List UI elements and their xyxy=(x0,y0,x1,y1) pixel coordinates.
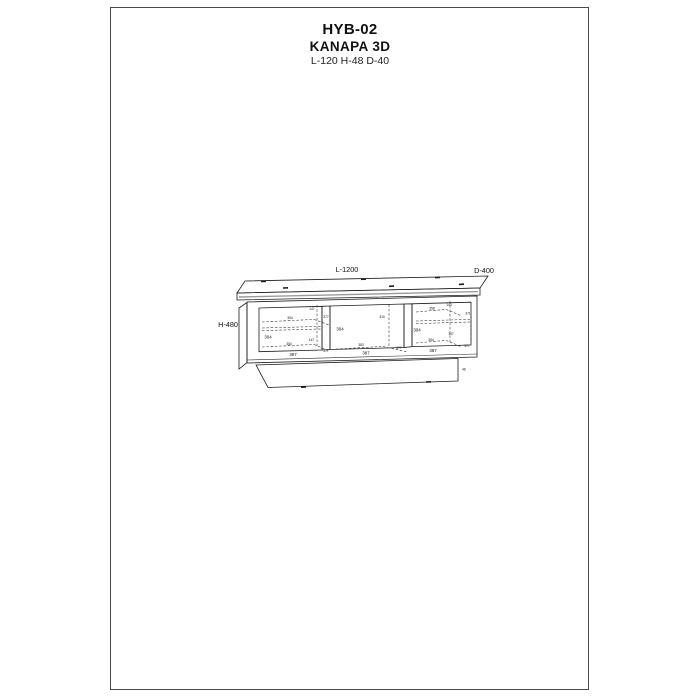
cabinet-body xyxy=(239,296,477,369)
dim-width: 387 xyxy=(429,348,437,353)
left-side-panel xyxy=(239,303,247,370)
product-dimensions: L-120 H-48 D-40 xyxy=(310,55,390,67)
dim-side-mid: 147 xyxy=(448,332,454,336)
dim-depth-label: D-400 xyxy=(474,266,494,275)
model-code: HYB-02 xyxy=(322,21,378,38)
dim-diag-bottom: 377 xyxy=(464,344,470,348)
dim-depth-top: 358 xyxy=(429,306,435,311)
dim-diag-top: 377 xyxy=(323,315,329,319)
dim-height: 304 xyxy=(336,326,344,332)
dim-side-top: 143 xyxy=(446,303,452,307)
opening-right xyxy=(412,302,471,346)
dim-diag-bottom: 377 xyxy=(396,346,402,350)
dim-height: 304 xyxy=(264,334,272,340)
dim-width: 387 xyxy=(362,350,370,356)
divider-1 xyxy=(322,306,330,350)
dim-side-top: 147 xyxy=(309,307,315,311)
dim-diag-bottom: 377 xyxy=(323,349,329,353)
dim-depth-top: 354 xyxy=(287,316,293,320)
dim-depth-bottom: 354 xyxy=(428,338,434,342)
dim-height-label: H-480 xyxy=(218,320,238,329)
divider-2 xyxy=(404,304,412,348)
dim-width: 387 xyxy=(289,352,297,357)
dim-side-mid: 147 xyxy=(308,338,315,342)
compartment-left xyxy=(262,305,329,357)
product-name: KANAPA 3D xyxy=(309,39,391,54)
dim-depth-bottom: 354 xyxy=(286,342,292,346)
plinth xyxy=(256,359,466,388)
compartment-middle xyxy=(336,305,407,356)
dim-length-label: L-1200 xyxy=(335,265,359,274)
plinth-front xyxy=(256,359,458,388)
dim-side-right: 310 xyxy=(379,315,385,319)
dim-diag-top: 371 xyxy=(465,311,471,316)
dim-height: 304 xyxy=(413,327,421,333)
dim-depth-bottom: 383 xyxy=(358,343,364,347)
dim-plinth-height: 46 xyxy=(462,367,466,372)
